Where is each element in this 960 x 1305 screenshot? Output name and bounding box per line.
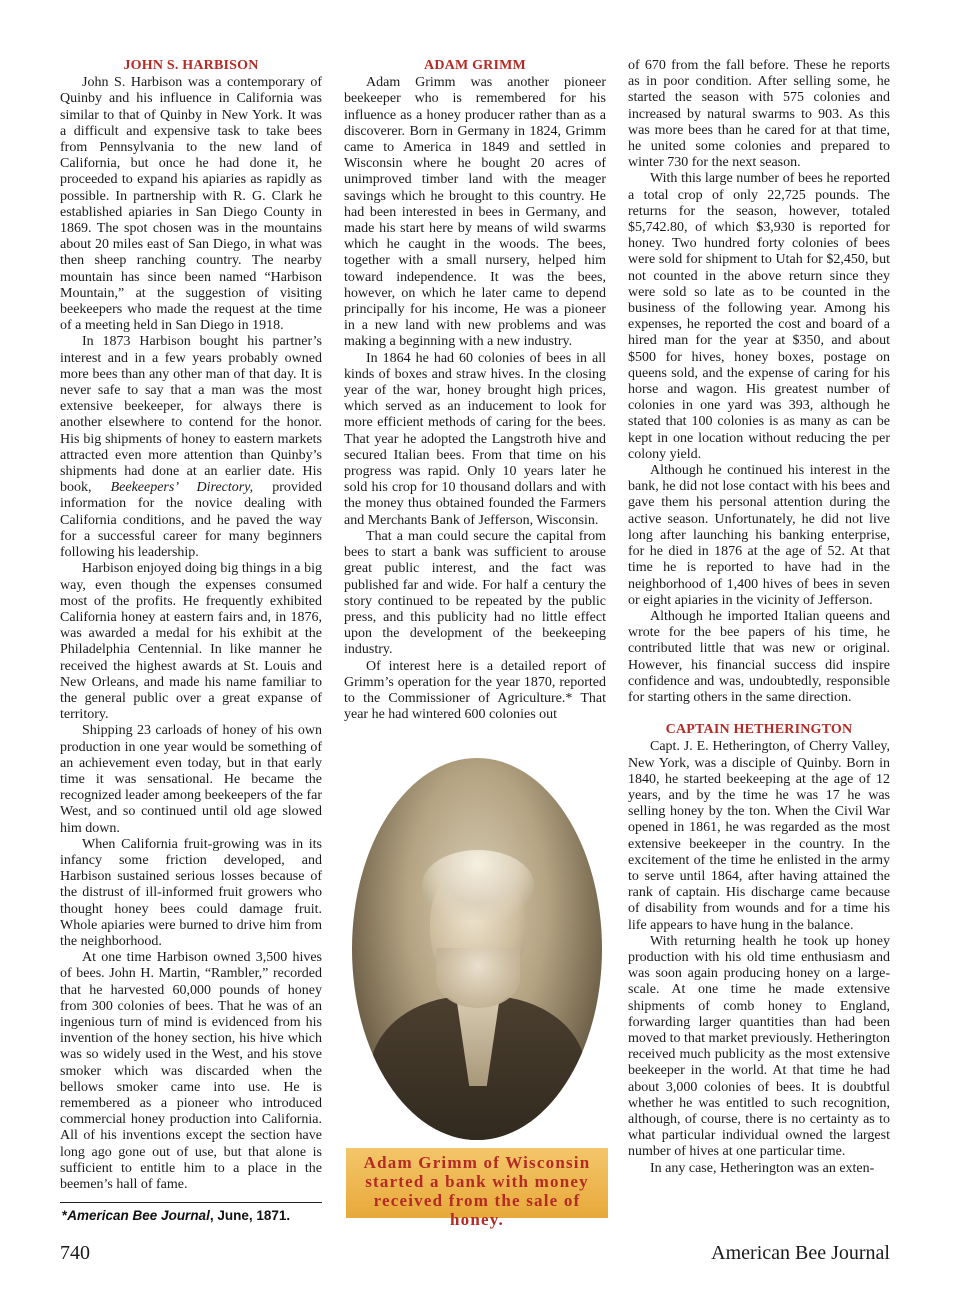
column-right [628,58,890,1177]
paragraph: Adam Grimm was another pioneer beekeeper who is remembered for his influence as a honey producer rather than as a discoverer. Born in Germany in 1824, Grimm came to America in 1849 and settled in Wisconsin where he bought 20 acres of unimproved timber land with the meager savings which he brought to this country. He had been interested in bees in Germany, and made his start here by means of wild swarms which he caught in the woods. The bees, together with a small nursery, helped him toward independence. It was the bees, however, on which he later came to depend principally for his income, He was a pioneer in a new land with new problems and was making a beginning with a new industry. [344,75,606,350]
portrait-beard [436,948,520,1008]
page-number: 740 [60,1242,90,1264]
photo-caption-box [346,1148,608,1229]
paragraph: That a man could secure the capital from bees to start a bank was sufficient to arouse great public interest, and the fact was published far and wide. For half a century the story continued to be repeated by the public press, and this publicity had no little effect upon the development of the beekeeping industry. [344,528,606,658]
text-run: In 1873 Harbison bought his partner’s interest and in a few years probably owned more bees than any other man of that day. It is never safe to say that a man was the most extensive beekeeper, for always there is another elsewhere to contend for the honor. His big shipments of honey to eastern markets attracted even more attention than Quinby’s shipments had done at an earlier date. His book, [60,334,322,496]
paragraph: John S. Harbison was a contemporary of Quinby and his influence in California was similar to that of Quinby in New York. It was a difficult and expensive task to take bees from Pennsylvania to the new land of California, but once he had done it, he proceeded to expand his apiaries as rapidly as possible. In partnership with R. G. Clark he established apiaries in San Diego County in 1869. The spot chosen was in the mountains about 20 miles east of San Diego, in what was then sheep ranching country. The nearby mountain has since been named “Harbison Mountain,” at the suggestion of visiting beekeepers who made the request at the time of a meeting held in San Diego in 1918. [60,75,322,334]
portrait-hair [422,850,534,920]
footnote-marker: * [62,1208,68,1223]
column-middle [344,58,606,723]
paragraph: Although he imported Italian queens and wrote for the bee papers of his time, he contributed little that was new or original. However, his financial success did inspire confidence and was, undoubtedly, responsible for starting others in the same direction. [628,608,890,705]
paragraph: Harbison enjoyed doing big things in a big way, even though the expenses consumed most of the profits. He frequently exhibited California honey at eastern fairs and, in 1876, was awarded a medal for his exhibit at the Philadelphia Centennial. In like manner he received the highest awards at St. Louis and New Orleans, and made his name familiar to the general public over a great expanse of territory. [60,561,322,723]
section-heading-grimm: ADAM GRIMM [424,58,526,73]
paragraph: At one time Harbison owned 3,500 hives of bees. John H. Martin, “Rambler,” recorded that he harvested 60,000 pounds of honey from 300 colonies of bees. That he was of an ingenious turn of mind is evidenced from his invention of the honey section, his hive which was so widely used in the West, and his stove smoker which was discarded when the bellows smoker came into use. He is remembered as a pioneer who introduced commercial honey production into California. All of his inventions except the section have long ago gone out of use, but that alone is sufficient to entitle him to a place in the beemen’s hall of fame. [60,950,322,1193]
footnote-divider [60,1202,322,1203]
paragraph: Although he continued his interest in the bank, he did not lose contact with his bees and gave them his personal attention during the active season. Unfortunately, he did not live long after launching his banking enterprise, for he died in 1876 at the age of 52. At that time he is reported to have had in the neighborhood of 1,400 hives of bees in seven or eight apiaries in the vicinity of Jefferson. [628,463,890,608]
paragraph [60,334,322,561]
paragraph: Of interest here is a detailed report of Grimm’s operation for the year 1870, reported to the Commissioner of Agriculture.* That year he had wintered 600 colonies out [344,658,606,723]
photo-caption: Adam Grimm of Wisconsin started a bank with money received from the sale of honey. [363,1153,591,1229]
section-heading-hetherington: CAPTAIN HETHERINGTON [665,722,853,738]
portrait-photo [346,750,608,1148]
book-title: Beekeepers’ Directory, [110,480,254,496]
column-left [60,58,322,1193]
portrait-oval-frame [352,758,602,1140]
paragraph: With this large number of bees he reported a total crop of only 22,725 pounds. The returns for the season, however, totaled $5,742.80, of which $3,930 is reported for honey. Two hundred forty colonies of bees were sold for shipment to Utah for $2,450, but not counted in the above return since they were sold so late as to be counted in the business of the following year. Among his expenses, he reported the cost and board of a hired man for the year at $350, and about $500 for hives, honey boxes, postage on queens sold, and the expense of caring for his horse and wagon. His greatest number of colonies in one yard was 393, although he stated that 100 colonies is as many as can be kept in one location without reducing the per colony yield. [628,171,890,462]
footnote [62,1208,324,1223]
paragraph: When California fruit-growing was in its infancy some friction developed, and Harbison sustained serious losses because of the distrust of ill-informed fruit growers who thought honey bees could damage fruit. Whole apiaries were burned to drive him from the neighborhood. [60,836,322,949]
paragraph: Capt. J. E. Hetherington, of Cherry Valley, New York, was a disciple of Quinby. Born in 1840, he started beekeeping at the age of 12 years, and by the time he was 17 he was selling honey by the ton. When the Civil War opened in 1861, he was regarded as the most extensive beekeeper in the country. In the excitement of the time he enlisted in the army to serve until 1864, after having attained the rank of captain. His discharge came because of disability from wounds and for a time his life appears to have hung in the balance. [628,739,890,933]
paragraph: Shipping 23 carloads of honey of his own production in one year would be something of an achievement even today, but in that early time it was sensational. He became the recognized leader among beekeepers of the far West, and so continued until old age slowed him down. [60,723,322,836]
paragraph: In any case, Hetherington was an exten- [650,1160,875,1176]
paragraph: In 1864 he had 60 colonies of bees in all kinds of boxes and straw hives. In the closing year of the war, honey brought high prices, which served as an inducement to look for more efficient methods of caring for the bees. That year he adopted the Langstroth hive and secured Italian bees. From that time on his progress was rapid. Only 10 years later he sold his crop for 10 thousand dollars and with the money thus obtained founded the Farmers and Merchants Bank of Jefferson, Wisconsin. [344,350,606,528]
section-spacer [628,706,890,722]
footnote-journal: American Bee Journal [67,1208,210,1223]
journal-name: American Bee Journal [711,1242,890,1264]
text-run: provided information for the novice dealing with California conditions, and he paved the way for a successful career for many beginners following his leadership. [60,480,323,561]
section-heading-harbison: JOHN S. HARBISON [123,58,259,73]
paragraph: of 670 from the fall before. These he reports as in poor condition. After selling some, he started the season with 575 colonies and increased by natural swarms to 903. As this was more bees than he cared for at that time, he united some colonies and prepared to winter 730 for the next season. [628,58,890,171]
paragraph: With returning health he took up honey production with his old time enthusiasm and was soon again producing honey on a large-scale. At one time he made extensive shipments of comb honey to England, forwarding larger quantities than had been moved to that market previously. Hetherington received much publicity as the most extensive beekeeper in the world. At that time he had about 3,000 colonies of bees. It is doubtful whether he was entitled to such recognition, although, of course, there is no certainty as to what particular individual owned the largest number of hives at one particular time. [628,933,890,1160]
footnote-date: , June, 1871. [209,1208,291,1223]
